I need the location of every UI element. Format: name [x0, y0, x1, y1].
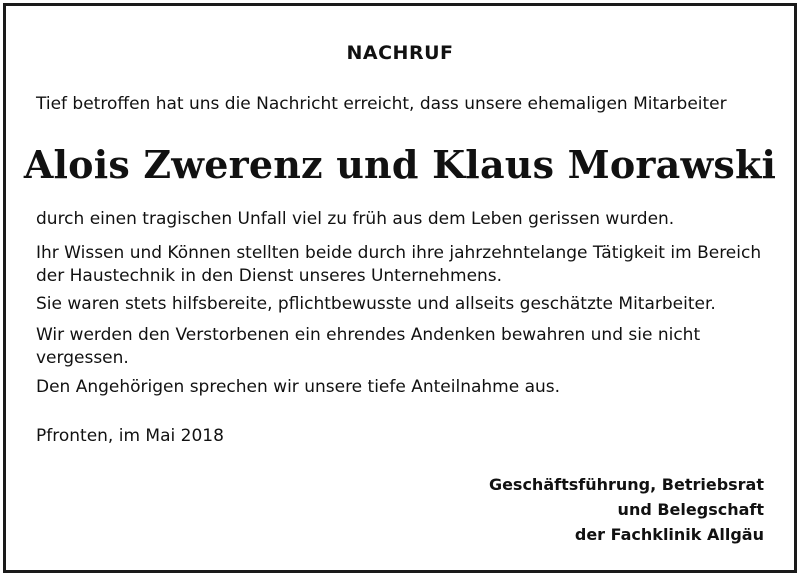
obituary-notice: [6, 6, 794, 570]
paragraph-accident: durch einen tragischen Unfall viel zu früh aus dem Leben gerissen wurden.: [36, 209, 675, 229]
signature-line: der Fachklinik Allgäu: [574, 525, 764, 544]
paragraph-condolences: Den Angehörigen sprechen wir unsere tiefe Anteilnahme aus.: [36, 377, 561, 397]
signature-line: Geschäftsführung, Betriebsrat: [488, 475, 764, 494]
intro-text: Tief betroffen hat uns die Nachricht erreicht, dass unsere ehemaligen Mitarbeiter: [36, 94, 727, 114]
paragraph-remembrance: Wir werden den Verstorbenen ein ehrendes Andenken bewahren und sie nicht vergessen.: [36, 325, 701, 368]
notice-border: [3, 3, 797, 573]
paragraph-knowledge: Ihr Wissen und Können stellten beide durch ihre jahrzehntelange Tätigkeit im Bereich der Haustechnik in den Dienst unseres Unternehmens.: [36, 243, 762, 286]
notice-heading: NACHRUF: [346, 42, 454, 64]
signature-block: [489, 472, 764, 547]
place-date: Pfronten, im Mai 2018: [36, 426, 224, 446]
deceased-names: Alois Zwerenz und Klaus Morawski: [23, 142, 777, 187]
signature-line: und Belegschaft: [617, 500, 764, 519]
paragraph-colleagues: Sie waren stets hilfsbereite, pflichtbewusste und allseits geschätzte Mitarbeiter.: [36, 294, 716, 314]
